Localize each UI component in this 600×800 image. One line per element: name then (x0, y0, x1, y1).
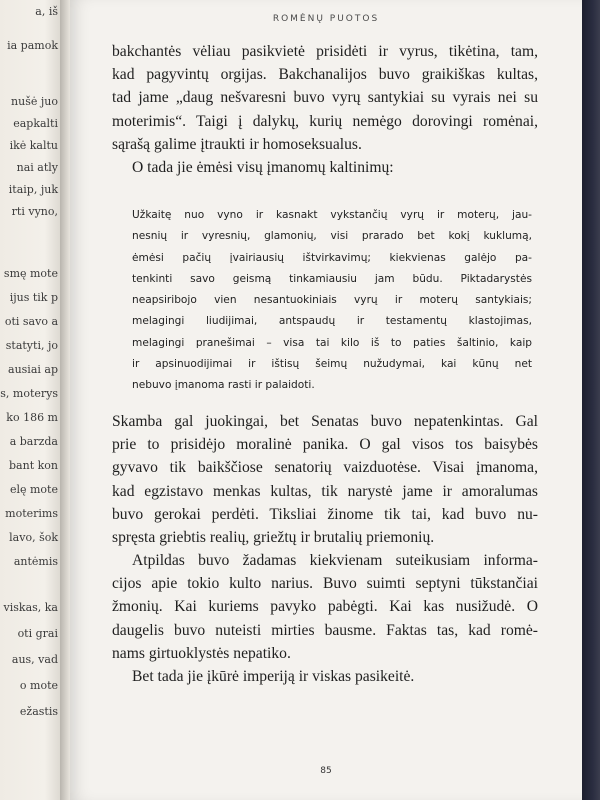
text-line: Skamba gal juokingai, bet Senatas buvo nepatenkintas. Gal (112, 413, 538, 430)
paragraph-4 (112, 549, 538, 665)
quote-line: melagingi liudijimai, antspaudų ir testamentų klastojimas, (132, 315, 532, 328)
text-line: nams girtuoklystės nepatiko. (112, 644, 291, 662)
text-line: žmonių. Kai kuriems pavyko pabėgti. Kai kas nusižudė. O (112, 598, 538, 616)
text-line: bakchantės vėliau pasikvietė prisidėti ir vyrus, tikėtina, tam, (112, 43, 538, 60)
quote-line: ėmėsi pačių įvairiausių ištvirkavimų; kiekvienas galėjo pa- (132, 251, 532, 264)
previous-page-fragment: rti vyno, (11, 205, 58, 218)
text-line: prie to prisidėjo moralinė panika. O gal visos tos baisybės (112, 436, 538, 454)
text-line: daugelis buvo nuteisti mirties bausme. Faktas tas, kad romė- (112, 621, 538, 639)
text-line: gyvavo tik baikščiose senatorių vaizduotėse. Visai įmanoma, (112, 459, 538, 477)
block-quote (132, 205, 532, 397)
text-line: spręsta griebtis realių, griežtų ir brutalių priemonių. (112, 529, 435, 547)
previous-page-fragment: ausiai ap (8, 363, 58, 376)
previous-page-fragment: ikė kaltu (9, 139, 58, 152)
previous-page-fragment: a, iš (35, 5, 58, 18)
text-line: O tada jie ėmėsi visų įmanomų kaltinimų: (132, 159, 394, 176)
previous-page-fragment: nai atly (16, 161, 58, 174)
text-line: kad pagyvintų orgijas. Bakchanalijos buvo graikiškas kultas, (112, 66, 538, 84)
quote-line: melagingi pranešimai – visa tai kilo iš to paties šaltinio, kaip (132, 336, 532, 349)
previous-page-fragment: ežastis (19, 705, 58, 718)
text-line: buvo gerokai perdėti. Tiksliai žinome tik tai, kad buvo nu- (112, 505, 538, 523)
previous-page-fragment: a barzda (9, 435, 58, 448)
previous-page-fragment: smę mote (3, 267, 58, 280)
paragraph-3 (112, 410, 538, 549)
quote-line: neapsiribojo vien nesantuokiniais vyrų ir moterų santykiais; (132, 294, 532, 307)
previous-page-fragment: itaip, juk (8, 183, 58, 196)
text-line: kad egzistavo menkas kultas, tik narystė jame ir amoralumas (112, 482, 538, 500)
previous-page-fragment: ko 186 m (6, 411, 58, 424)
previous-page-fragment: statyti, jo (5, 339, 58, 352)
text-line: moterimis“. Taigi į dalykų, kurių nemėgo dorovingi romėnai, (112, 112, 538, 130)
previous-page-fragment: o mote (19, 679, 58, 692)
previous-page-fragment: moterims (5, 507, 58, 520)
book-cover-edge (582, 0, 600, 800)
previous-page-fragment: antėmis (13, 555, 58, 568)
previous-page-fragment: eapkalti (13, 117, 58, 130)
book-page (70, 0, 582, 800)
quote-line: tenkinti savo geismą tinkamiausiu jam būdu. Piktadarystės (132, 272, 532, 285)
quote-line: nebuvo įmanoma rasti ir palaidoti. (132, 379, 315, 392)
text-line: sąrašą galime įtraukti ir homoseksualus. (112, 135, 362, 153)
text-line: Bet tada jie įkūrė imperiją ir viskas pasikeitė. (132, 668, 415, 685)
quote-line: ir apsinuodijimai ir ištisų šeimų nužudymai, kai kūnų net (132, 358, 532, 371)
quote-line: nesnių ir vyresnių, glamonių, visi prarado bet kokį kuklumą, (132, 230, 532, 243)
previous-page-fragment: oti savo a (4, 315, 58, 328)
previous-page-fragment: s, moterys (0, 387, 58, 400)
text-line: tad jame „daug nešvaresni buvo vyrų santykiai su vyrais nei su (112, 89, 538, 107)
paragraph-1 (112, 40, 538, 156)
paragraph-2 (112, 156, 538, 179)
previous-page-fragment: ia pamok (7, 39, 58, 52)
previous-page-fragment: lavo, šok (9, 531, 58, 544)
running-head: ROMĖNŲ PUOTOS (272, 14, 380, 24)
text-line: cijos apie tokio kulto narius. Buvo suimti septyni tūkstančiai (112, 575, 538, 593)
previous-page-fragment: oti grai (17, 627, 58, 640)
previous-page (0, 0, 64, 800)
previous-page-fragment: viskas, ka (3, 601, 58, 614)
previous-page-fragment: nušė juo (11, 95, 58, 108)
previous-page-fragment: elę mote (9, 483, 58, 496)
previous-page-fragment: ijus tik p (9, 291, 58, 304)
previous-page-fragment: bant kon (9, 459, 58, 472)
text-line: Atpildas buvo žadamas kiekvienam suteikusiam informa- (132, 552, 538, 569)
page-number: 85 (320, 766, 332, 776)
quote-line: Užkaitę nuo vyno ir kasnakt vykstančių vyrų ir moterų, jau- (132, 209, 532, 221)
paragraph-5 (112, 665, 538, 688)
previous-page-fragment: aus, vad (11, 653, 58, 666)
